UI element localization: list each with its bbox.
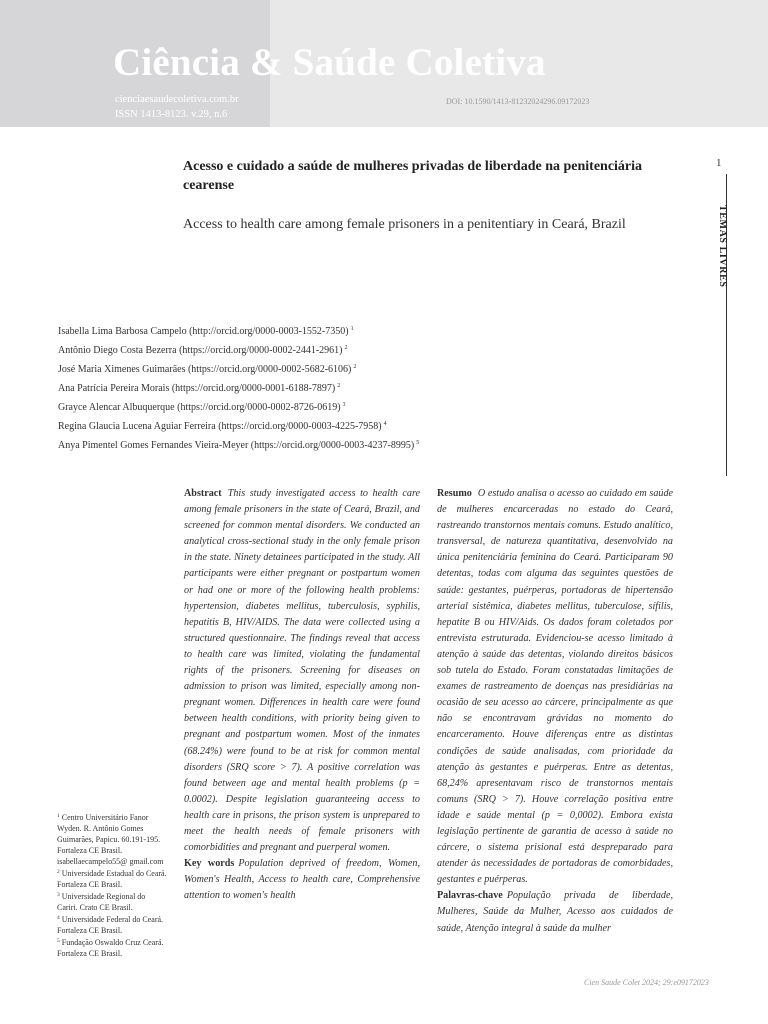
affiliation-item: $^5$ Fundação Oswaldo Cruz Ceará. Fortaleza CE Brasil. <box>57 938 164 958</box>
palavras-chave-paragraph <box>437 888 673 936</box>
abstract-label: Abstract <box>184 488 222 499</box>
affiliation-item: $^4$ Universidade Federal do Ceará. Fortaleza CE Brasil. <box>57 915 164 935</box>
abstract-text: This study investigated access to health care among female prisoners in the state of Ceará, Brazil, and screened for common mental disorders. We conducted an analytical cross-sectional study in the only female prison in the state. Ninety detainees participated in the study. All participants were either pregnant or postpartum women or had one or more of the following health problems: hypertension, diabetes mellitus, tuberculosis, syphilis, hepatitis B, HIV/AIDS. The data were collected using a structured questionnaire. The findings reveal that access to health care was limited, violating the fundamental rights of the prisoners. Screening for diseases on admission to prison was limited, especially among non-pregnant women. Differences in health care were found between health conditions, with priority being given to pregnant and postpartum women. Most of the inmates (68.24%) were found to be at risk for common mental disorders (SRQ score > 7). A positive correlation was found between age and mental health problems (p = 0.0002). Despite legislation guaranteeing access to health care in prisons, the prison system is unprepared to meet the health needs of female prisoners with comorbidities and pregnant and puerperal women. <box>184 488 420 854</box>
author-line: Isabella Lima Barbosa Campelo (http://orcid.org/0000-0003-1552-7350) $^1$ <box>58 326 354 337</box>
author-line: José Maria Ximenes Guimarães (https://orcid.org/0000-0002-5682-6106) $^2$ <box>58 364 357 375</box>
article-title-en: Access to health care among female prisoners in a penitentiary in Ceará, Brazil <box>183 217 626 232</box>
palavras-chave-label: Palavras-chave <box>437 890 503 902</box>
author-line: Grayce Alencar Albuquerque (https://orcid.org/0000-0002-8726-0619) $^3$ <box>58 402 346 413</box>
keywords-paragraph <box>184 856 420 904</box>
palavras-chave-text: População privada de liberdade, Mulheres, Saúde da Mulher, Acesso aos cuidados de saúde, Atenção integral à saúde da mulher <box>437 890 673 934</box>
journal-title <box>113 38 546 88</box>
keywords-text: Population deprived of freedom, Women, Women's Health, Access to health care, Comprehensive attention to women's health <box>184 858 420 902</box>
journal-issn: ISSN 1413-8123. v.29, n.6 <box>115 109 228 120</box>
abstract-paragraph <box>184 486 420 856</box>
author-line: Regina Glaucia Lucena Aguiar Ferreira (https://orcid.org/0000-0003-4225-7958) $^4$ <box>58 421 387 432</box>
affiliation-item: $^1$ Centro Universitário Fanor Wyden. R. Antônio Gomes Guimarães, Papicu. 60.191-195. Fortaleza CE Brasil. isabellaecampelo55@ gmail.com <box>57 813 164 866</box>
affiliations <box>57 811 167 959</box>
keywords-label: Key words <box>184 858 235 870</box>
resumo-label: Resumo <box>437 488 472 499</box>
journal-website[interactable]: cienciaesaudecoletiva.com.br <box>115 94 239 105</box>
resumo-text: O estudo analisa o acesso ao cuidado em saúde de mulheres encarceradas no estado do Ceará, rastreando transtornos mentais comuns. Estudo analítico, transversal, de natureza quantitativa, desenvolvido na única penitenciária feminina do Ceará. Participaram 90 detentas, todas com alguma das seguintes questões de saúde: gestantes, puérperas, portadoras de hipertensão arterial sistêmica, diabetes mellitus, tuberculose, sífilis, hepatite B ou HIV/Aids. Os dados foram coletados por entrevista estruturada. Evidenciou-se acesso limitado à atenção à saúde das detentas, violando direitos básicos sob tutela do Estado. Foram constatadas limitações de exames de rastreamento de doenças nas presidiárias na ocasião de seu acesso ao cárcere, principalmente as que não se encontravam grávidas no momento do encarceramento. Houve diferenças entre as distintas condições de saúde analisadas, com prioridade da atenção às gestantes e puérperas. Entre as detentas, 68,24% apresentavam risco de transtornos mentais comuns (SRQ > 7). Houve correlação positiva entre idade e saúde mental (p = 0,0002). Embora exista legislação pertinente de garantia de acesso à saúde no cárcere, o sistema prisional está despreparado para atender às necessidades de portadoras de comorbidades, gestantes e puérperas. <box>437 488 673 886</box>
author-line: Ana Patrícia Pereira Morais (https://orcid.org/0000-0001-6188-7897) $^2$ <box>58 383 341 394</box>
resumo-column <box>437 486 673 937</box>
page-number: 1 <box>716 157 722 169</box>
affiliation-item: $^2$ Universidade Estadual do Ceará. Fortaleza CE Brasil. <box>57 869 167 889</box>
author-list <box>58 321 698 454</box>
abstract-column <box>184 486 420 904</box>
resumo-paragraph <box>437 486 673 888</box>
article-citation: Cien Saude Colet 2024; 29:e09172023 <box>584 978 709 987</box>
author-line: Anya Pimentel Gomes Fernandes Vieira-Meyer (https://orcid.org/0000-0003-4237-8995) $^5$ <box>58 440 420 451</box>
section-tag: TEMAS LIVRES <box>717 205 728 288</box>
article-title-pt: Acesso e cuidado a saúde de mulheres privadas de liberdade na penitenciária cearense <box>183 159 643 193</box>
author-line: Antônio Diego Costa Bezerra (https://orcid.org/0000-0002-2441-2961) $^2$ <box>58 345 348 356</box>
article-doi[interactable]: DOI: 10.1590/1413-81232024296.09172023 <box>446 97 590 106</box>
journal-title-part2: & Saúde Coletiva <box>240 41 546 84</box>
journal-header <box>0 0 768 127</box>
affiliation-item: $^3$ Universidade Regional do Cariri. Crato CE Brasil. <box>57 892 146 912</box>
journal-title-part1: Ciência <box>113 41 241 84</box>
